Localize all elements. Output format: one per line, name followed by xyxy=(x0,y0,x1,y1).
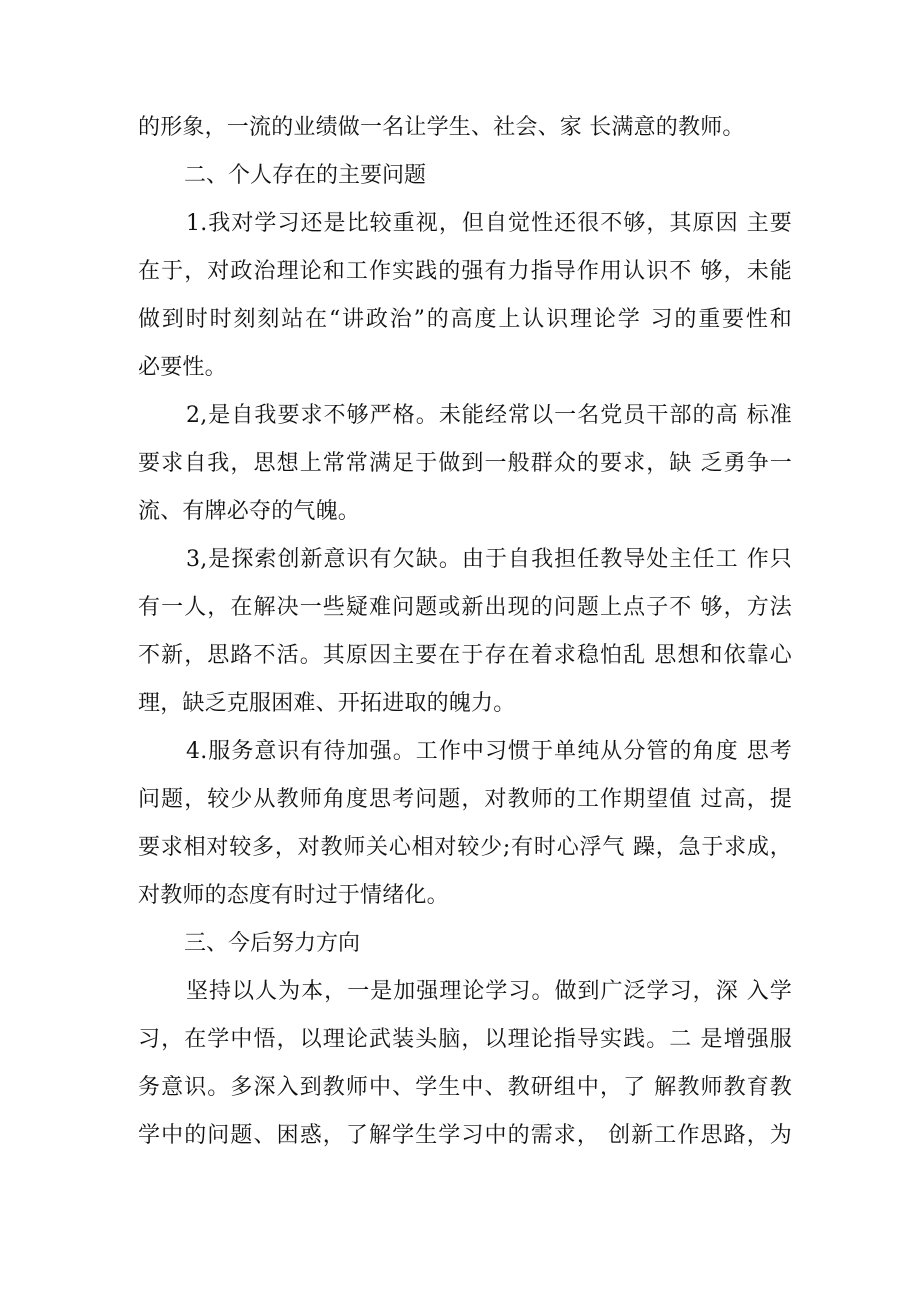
paragraph-line: 不新，思路不活。其原因主要在于存在着求稳怕乱 思想和依靠心 xyxy=(138,643,792,668)
paragraph-line: 要求相对较多，对教师关心相对较少;有时心浮气 躁，急于求成， xyxy=(138,835,792,860)
document-page xyxy=(138,104,792,1160)
paragraph-line: 坚持以人为本，一是加强理论学习。做到广泛学习，深 入学 xyxy=(186,979,792,1004)
paragraph-line: 4.服务意识有待加强。工作中习惯于单纯从分管的角度 思考 xyxy=(186,739,792,764)
paragraph-line: 有一人，在解决一些疑难问题或新出现的问题上点子不 够，方法 xyxy=(138,595,792,620)
section-heading-direction: 三、今后努力方向 xyxy=(184,931,361,956)
paragraph-line: 要求自我，思想上常常满足于做到一般群众的要求，缺 乏勇争一 xyxy=(138,451,792,476)
paragraph-line: 必要性。 xyxy=(138,355,227,380)
paragraph-line: 1.我对学习还是比较重视，但自觉性还很不够，其原因 主要 xyxy=(186,211,792,236)
paragraph-line: 流、有牌必夺的气魄。 xyxy=(138,499,361,524)
paragraph-line: 做到时时刻刻站在“讲政治”的高度上认识理论学 习的重要性和 xyxy=(138,307,792,332)
section-heading-problems: 二、个人存在的主要问题 xyxy=(184,163,427,188)
paragraph-line: 3,是探索创新意识有欠缺。由于自我担任教导处主任工 作只 xyxy=(186,547,792,572)
paragraph-line: 2,是自我要求不够严格。未能经常以一名党员干部的高 标准 xyxy=(186,403,792,428)
paragraph-line: 对教师的态度有时过于情绪化。 xyxy=(138,883,449,908)
paragraph-line: 习，在学中悟，以理论武装头脑，以理论指导实践。二 是增强服 xyxy=(138,1027,792,1052)
paragraph-line: 的形象，一流的业绩做一名让学生、社会、家 长满意的教师。 xyxy=(138,115,745,140)
paragraph-line: 学中的问题、困惑，了解学生学习中的需求， 创新工作思路，为 xyxy=(138,1123,792,1148)
paragraph-line: 在于，对政治理论和工作实践的强有力指导作用认识不 够，未能 xyxy=(138,259,792,284)
paragraph-line: 理，缺乏克服困难、开拓进取的魄力。 xyxy=(138,691,516,716)
paragraph-line: 问题，较少从教师角度思考问题，对教师的工作期望值 过高，提 xyxy=(138,787,792,812)
paragraph-line: 务意识。多深入到教师中、学生中、教研组中，了 解教师教育教 xyxy=(138,1075,792,1100)
